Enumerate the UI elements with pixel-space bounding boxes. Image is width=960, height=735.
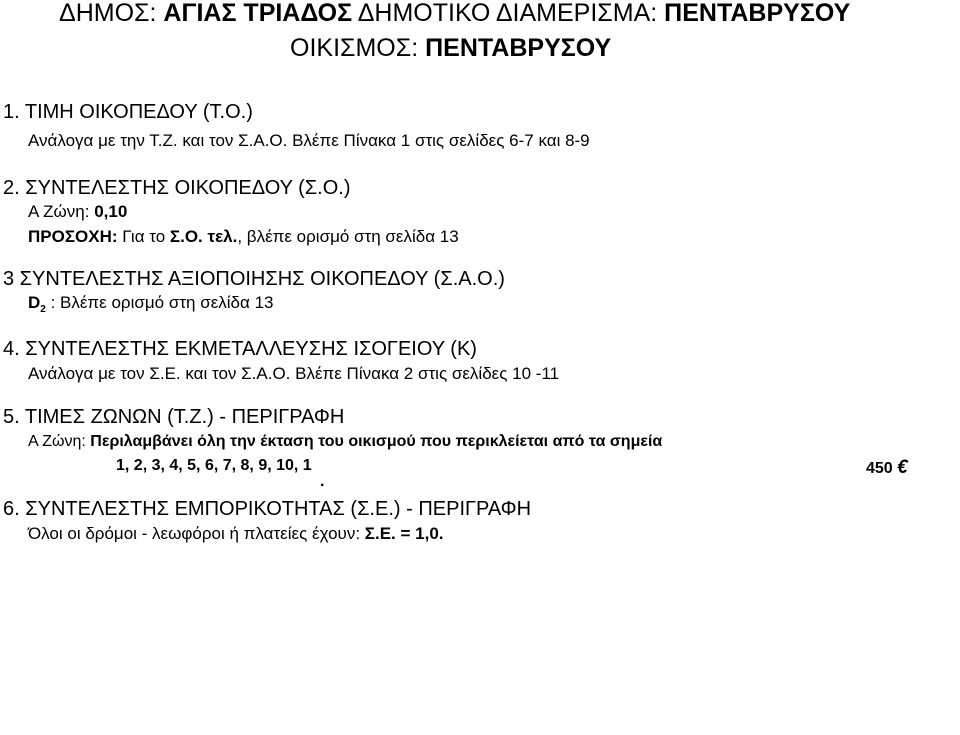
section-5-title: 5. ΤΙΜΕΣ ΖΩΝΩΝ (Τ.Ζ.) - ΠΕΡΙΓΡΑΦΗ xyxy=(3,406,345,428)
zone-a-label: Α Ζώνη: xyxy=(28,433,86,450)
section-6-description: Όλοι οι δρόμοι - λεωφόροι ή πλατείες έχουν: xyxy=(28,524,361,543)
note-text: Για το xyxy=(122,227,166,246)
section-5-zone-line xyxy=(28,434,662,450)
d-text: : Βλέπε ορισμό στη σελίδα 13 xyxy=(45,293,274,312)
section-2-note xyxy=(28,228,459,245)
section-2-title: 2. ΣΥΝΤΕΛΕΣΤΗΣ ΟΙΚΟΠΕΔΟΥ (Σ.Ο.) xyxy=(3,177,351,199)
section-1-title: 1. ΤΙΜΗ ΟΙΚΟΠΕΔΟΥ (Τ.Ο.) xyxy=(3,101,253,123)
d-letter: D xyxy=(28,293,41,312)
d-subscript: 2 xyxy=(40,304,46,315)
section-3-title: 3 ΣΥΝΤΕΛΕΣΤΗΣ ΑΞΙΟΠΟΙΗΣΗΣ ΟΙΚΟΠΕΔΟΥ (Σ.Α.Ο.) xyxy=(3,268,505,290)
zone-label: Α Ζώνη: xyxy=(28,202,90,221)
district-name: ΠΕΝΤΑΒΡΥΣΟΥ xyxy=(664,0,851,27)
price-value: 450 xyxy=(866,460,893,477)
municipality-label: ΔΗΜΟΣ: xyxy=(59,0,157,27)
euro-icon: € xyxy=(897,457,908,478)
note-rest: , βλέπε ορισμό στη σελίδα 13 xyxy=(237,227,459,246)
section-4-text: Ανάλογα με τον Σ.Ε. και τον Σ.Α.Ο. Βλέπε Πίνακα 2 στις σελίδες 10 -11 xyxy=(28,364,560,383)
zone-a-price xyxy=(866,458,908,477)
zone-a-description: Περιλαμβάνει όλη την έκταση του οικισμού που περικλείεται από τα σημεία xyxy=(90,433,663,450)
section-6-value: Σ.Ε. = 1,0. xyxy=(364,524,444,543)
section-5-dot: . xyxy=(320,473,325,490)
section-6-text xyxy=(28,525,444,542)
municipality-name: ΑΓΙΑΣ ΤΡΙΑΔΟΣ xyxy=(163,0,353,27)
district-label: ΔΗΜΟΤΙΚΟ ΔΙΑΜΕΡΙΣΜΑ: xyxy=(357,0,658,27)
note-label: ΠΡΟΣΟΧΗ: xyxy=(28,227,118,246)
zone-value: 0,10 xyxy=(94,202,128,221)
note-ref: Σ.Ο. τελ. xyxy=(169,227,238,246)
section-3-text xyxy=(28,294,273,315)
section-4-title: 4. ΣΥΝΤΕΛΕΣΤΗΣ ΕΚΜΕΤΑΛΛΕΥΣΗΣ ΙΣΟΓΕΙΟΥ (Κ) xyxy=(3,338,477,360)
header-line-1 xyxy=(59,1,850,26)
settlement-label: ΟΙΚΙΣΜΟΣ: xyxy=(290,34,419,62)
section-6-title: 6. ΣΥΝΤΕΛΕΣΤΗΣ ΕΜΠΟΡΙΚΟΤΗΤΑΣ (Σ.Ε.) - ΠΕΡΙΓΡΑΦΗ xyxy=(3,498,532,520)
settlement-name: ΠΕΝΤΑΒΡΥΣΟΥ xyxy=(425,34,612,62)
zone-a-points: 1, 2, 3, 4, 5, 6, 7, 8, 9, 10, 1 xyxy=(116,457,312,474)
section-1-text: Ανάλογα με την Τ.Ζ. και τον Σ.Α.Ο. Βλέπε Πίνακα 1 στις σελίδες 6-7 και 8-9 xyxy=(28,131,590,150)
section-2-zone xyxy=(28,203,127,220)
header-line-2 xyxy=(290,36,611,61)
